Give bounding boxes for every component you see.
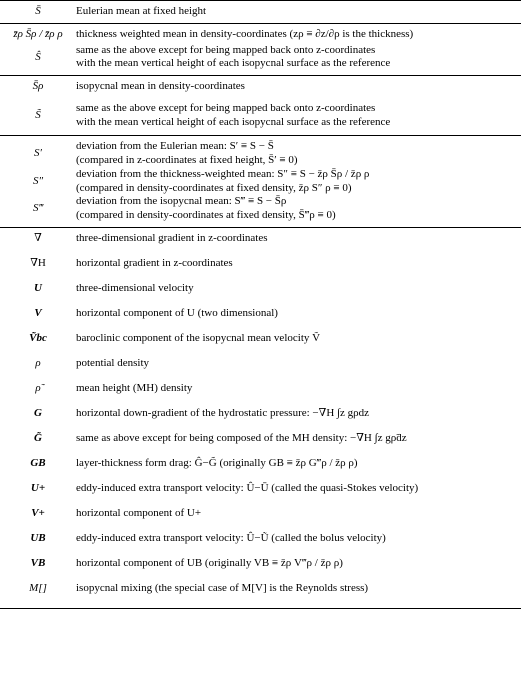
description-line: with the mean vertical height of each isopycnal surface as the reference xyxy=(76,57,391,70)
table-row xyxy=(0,332,521,357)
description-line: same as the above except for being mapped back onto z-coordinates xyxy=(76,101,376,114)
symbol-cell: S̄ xyxy=(35,5,41,17)
description-cell: horizontal component of U (two dimensional) xyxy=(76,306,278,319)
description-cell: mean height (MH) density xyxy=(76,381,193,394)
description-cell xyxy=(76,102,521,130)
table-block-operators xyxy=(0,227,521,609)
table-block-thickness-weighted xyxy=(0,23,521,75)
table-row xyxy=(0,307,521,332)
symbol-cell: ∇H xyxy=(30,256,46,269)
symbol-cell: S‴ xyxy=(32,202,44,215)
symbol-cell: U+ xyxy=(30,481,46,494)
table-row xyxy=(0,582,521,604)
description-line: (compared in density-coordinates at fixed density, z̄ρ S″ ρ ≡ 0) xyxy=(76,181,352,194)
description-line: (compared in z-coordinates at fixed height, S̄′ ≡ 0) xyxy=(76,154,298,166)
description-line: with the mean vertical height of each isopycnal surface as the reference xyxy=(76,115,391,128)
description-cell: potential density xyxy=(76,356,150,369)
table-block-isopycnal xyxy=(0,75,521,135)
symbol-cell: S̄ρ xyxy=(32,80,44,92)
symbol-cell: V xyxy=(34,306,42,319)
symbol-cell: M[] xyxy=(29,581,47,594)
symbol-cell: G̃ xyxy=(34,431,42,444)
description-cell: eddy-induced extra transport velocity: Û−Ũ (called the bolus velocity) xyxy=(76,531,386,544)
table-row xyxy=(0,102,521,130)
table-row xyxy=(0,168,521,196)
description-cell xyxy=(76,44,521,72)
table-row xyxy=(0,557,521,582)
table-row xyxy=(0,507,521,532)
description-cell xyxy=(76,168,521,196)
description-cell: horizontal component of U+ xyxy=(76,506,202,519)
symbol-cell: U xyxy=(34,281,42,294)
table-row xyxy=(0,257,521,282)
description-cell xyxy=(76,195,521,223)
description-cell: thickness weighted mean in density-coordinates (zρ ≡ ∂z/∂ρ is the thickness) xyxy=(76,27,414,40)
description-cell: isopycnal mixing (the special case of M[V] is the Reynolds stress) xyxy=(76,581,369,594)
table-row xyxy=(0,140,521,168)
symbol-cell: VB xyxy=(30,556,46,569)
symbol-cell: Ŝ xyxy=(35,50,41,63)
description-cell: horizontal down-gradient of the hydrostatic pressure: −∇H ∫z gρdz xyxy=(76,406,370,419)
symbol-cell: UB xyxy=(30,531,46,544)
description-cell: layer-thickness form drag: Ĝ−G̃ (originally GB ≡ z̄ρ G‴ρ / z̄ρ ρ) xyxy=(76,456,358,469)
symbol-cell: GB xyxy=(30,456,46,469)
description-line: same as the above except for being mapped back onto z-coordinates xyxy=(76,43,376,56)
description-line: deviation from the thickness-weighted mean: S″ ≡ S − z̄ρ S̄ρ / z̄ρ ρ xyxy=(76,167,370,180)
table-row xyxy=(0,232,521,257)
table-row xyxy=(0,44,521,72)
symbol-cell: S″ xyxy=(32,174,44,187)
description-cell: eddy-induced extra transport velocity: Û−Ū (called the quasi-Stokes velocity) xyxy=(76,481,419,494)
symbol-cell: S′ xyxy=(34,147,42,160)
symbol-cell: ρ̃ xyxy=(35,381,41,394)
description-cell: three-dimensional velocity xyxy=(76,281,194,294)
table-row xyxy=(0,407,521,432)
description-cell: horizontal gradient in z-coordinates xyxy=(76,256,233,269)
description-line: (compared in density-coordinates at fixed density, S̄‴ρ ≡ 0) xyxy=(76,209,336,221)
description-cell: Eulerian mean at fixed height xyxy=(76,5,207,17)
table-row xyxy=(0,532,521,557)
symbol-cell: V+ xyxy=(31,506,45,519)
table-row xyxy=(0,5,521,19)
description-cell: isopycnal mean in density-coordinates xyxy=(76,80,245,92)
description-cell: horizontal component of UB (originally VB ≡ z̄ρ V‴ρ / z̄ρ ρ) xyxy=(76,556,343,569)
description-cell: three-dimensional gradient in z-coordinates xyxy=(76,231,268,244)
table-row xyxy=(0,382,521,407)
table-row xyxy=(0,357,521,382)
description-line: deviation from the isopycnal mean: S‴ ≡ S − S̄ρ xyxy=(76,195,287,208)
symbol-cell: G xyxy=(34,406,42,419)
table-row xyxy=(0,80,521,94)
symbol-cell: S̃ xyxy=(35,108,41,121)
table-row xyxy=(0,432,521,457)
table-block-eulerian xyxy=(0,0,521,23)
table-row xyxy=(0,282,521,307)
description-line: deviation from the Eulerian mean: S′ ≡ S − S̄ xyxy=(76,140,274,153)
table-row xyxy=(0,457,521,482)
description-cell xyxy=(76,140,521,168)
description-cell: baroclinic component of the isopycnal mean velocity Ṽ xyxy=(76,331,321,344)
table-block-deviations xyxy=(0,135,521,227)
symbol-cell: z̄ρ S̄ρ / z̄ρ ρ xyxy=(13,27,63,40)
table-row xyxy=(0,28,521,42)
table-row xyxy=(0,482,521,507)
description-cell: same as above except for being composed of the MH density: −∇H ∫z gρ̃dz xyxy=(76,431,407,444)
symbol-cell: Ṽbc xyxy=(29,331,47,344)
symbol-cell: ∇ xyxy=(34,231,42,244)
symbol-cell: ρ xyxy=(35,356,41,369)
table-row xyxy=(0,195,521,223)
